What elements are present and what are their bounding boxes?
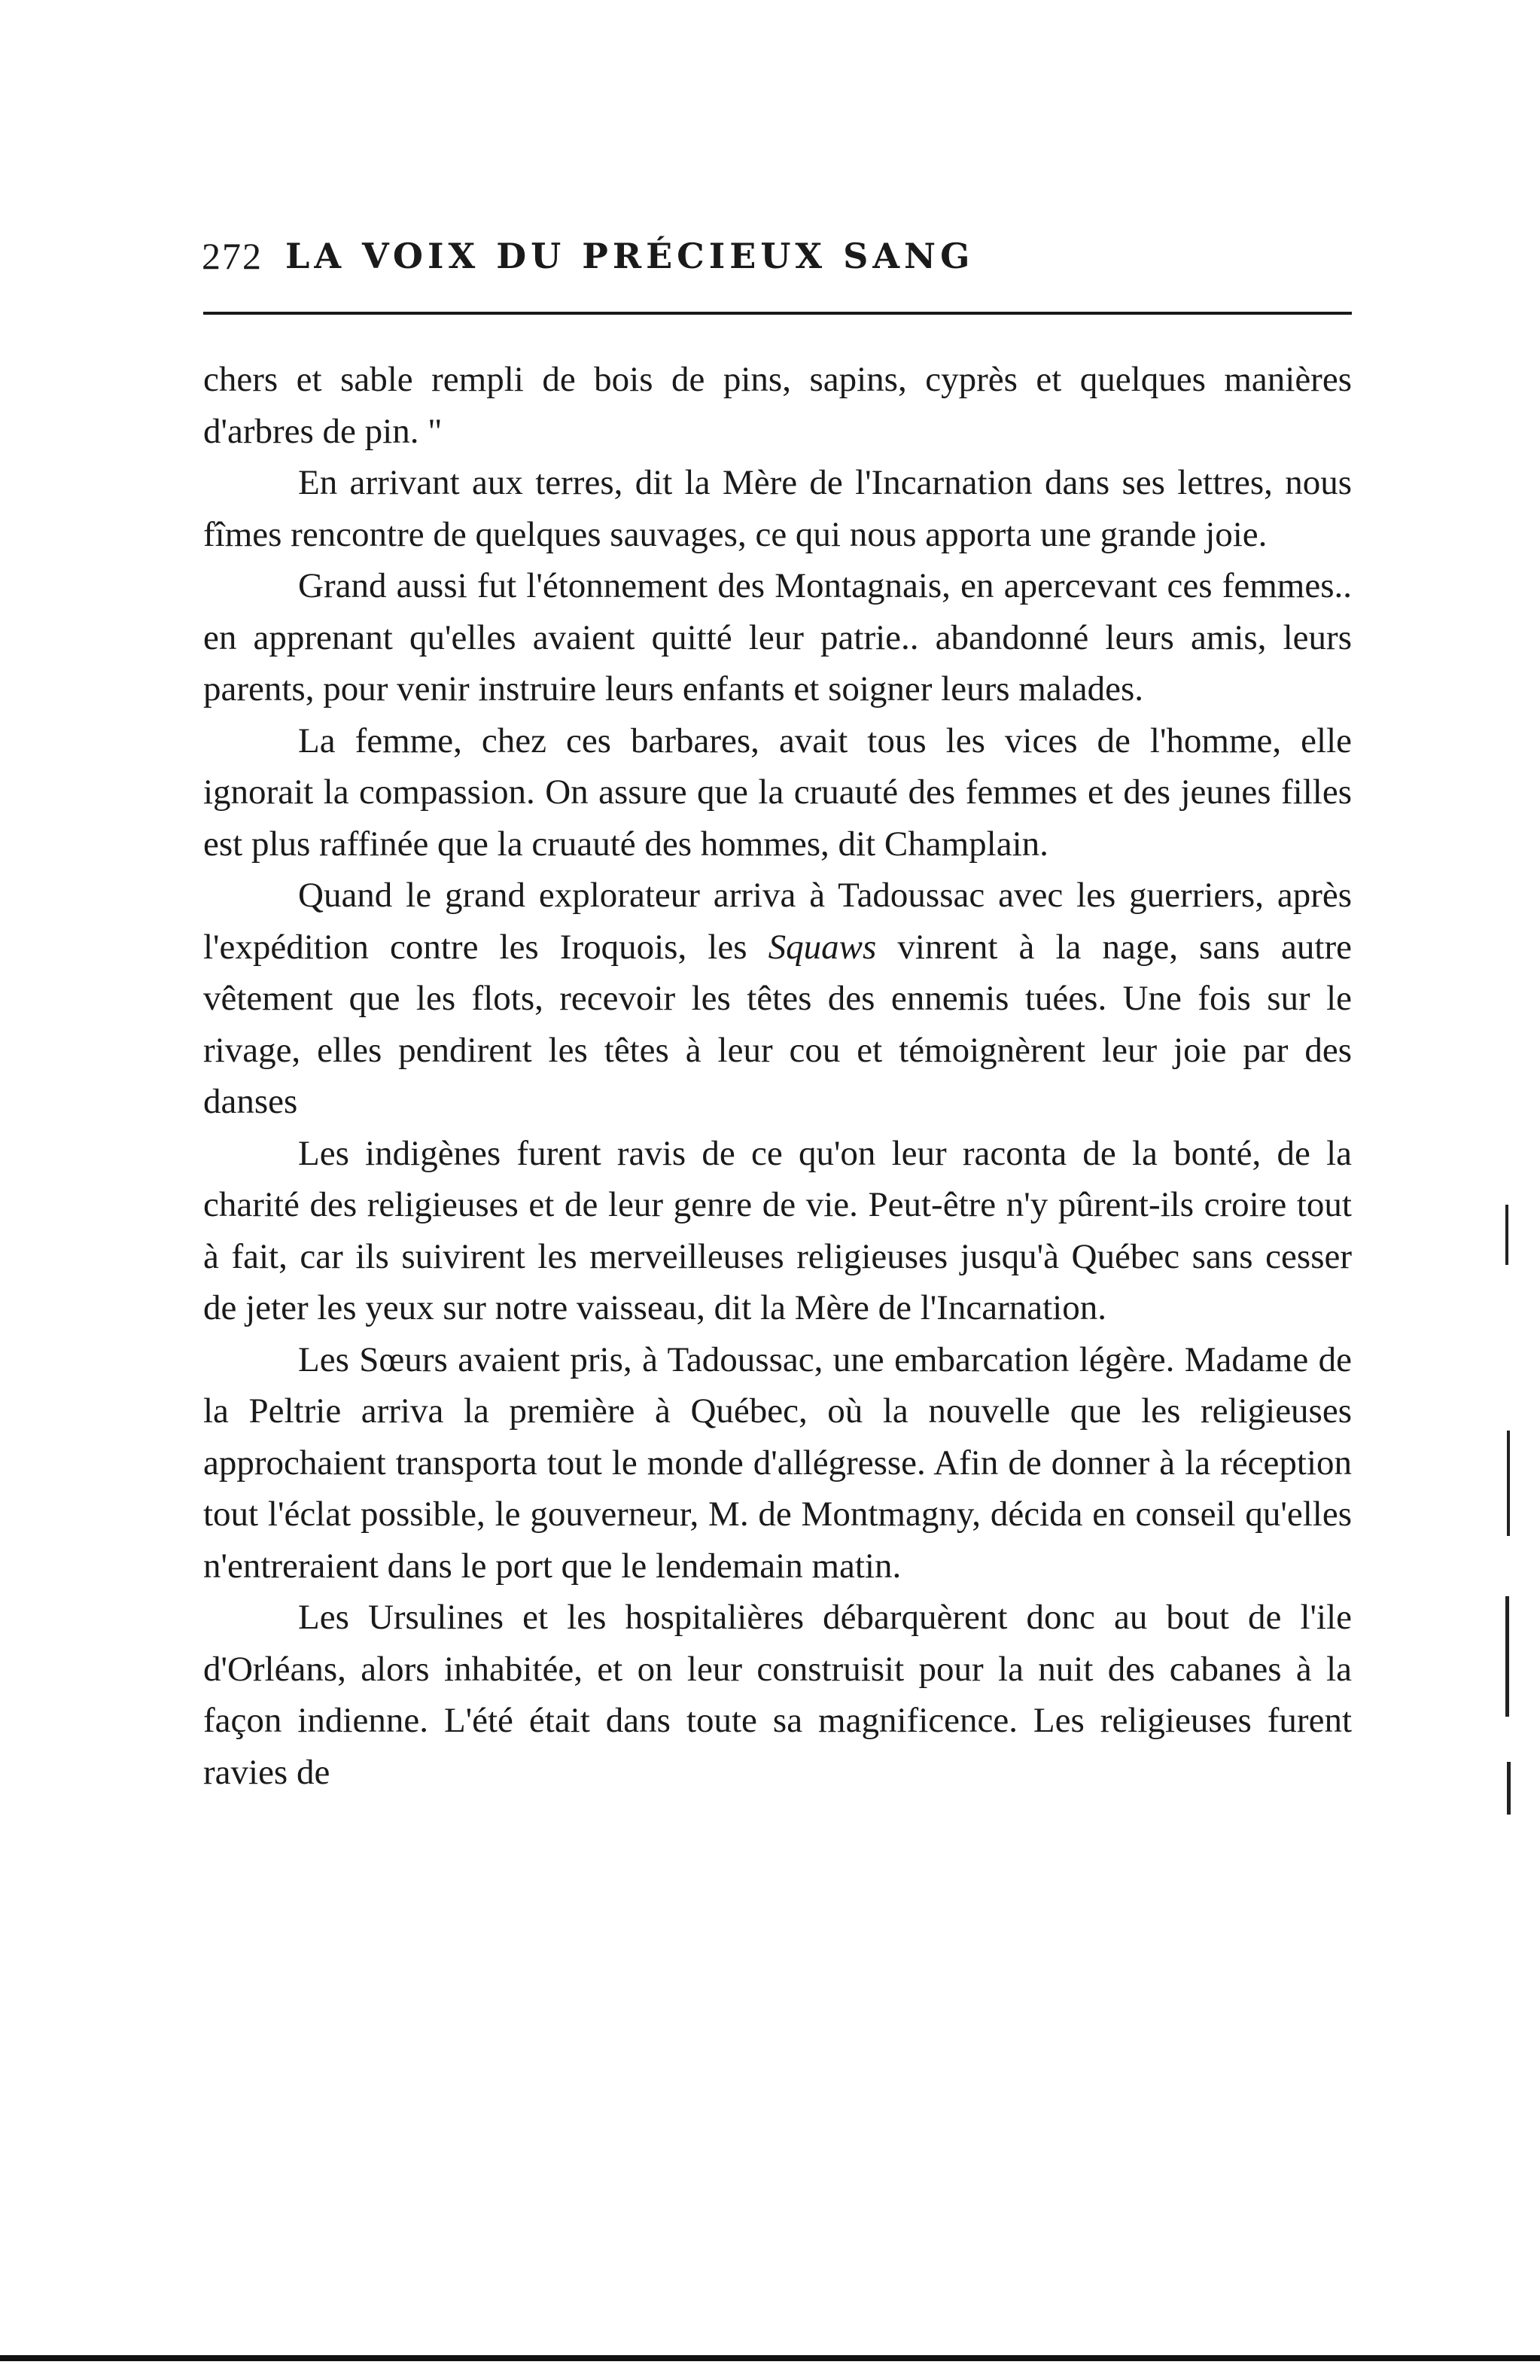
body-text bbox=[203, 354, 1352, 1798]
paragraph: Grand aussi fut l'étonnement des Montagnais, en apercevant ces femmes.. en apprenant qu'elles avaient quitté leur patrie.. abandonné leurs amis, leurs parents, pour venir instruire leurs enfants et soigner leurs malades. bbox=[203, 566, 1352, 709]
paragraph: La femme, chez ces barbares, avait tous les vices de l'homme, elle ignorait la compassion. On assure que la cruauté des femmes et des jeunes filles est plus raffinée que la cruauté des hommes, dit Champlain. bbox=[203, 721, 1352, 864]
paragraph: En arrivant aux terres, dit la Mère de l'Incarnation dans ses lettres, nous fîmes rencontre de quelques sauvages, ce qui nous apporta une grande joie. bbox=[203, 463, 1352, 554]
page-number: 272 bbox=[202, 235, 263, 277]
paragraph-continuation: chers et sable rempli de bois de pins, sapins, cyprès et quelques manières d'arbres de pin. " bbox=[203, 360, 1352, 451]
bottom-edge-line bbox=[0, 2355, 1540, 2361]
paragraph: Les Sœurs avaient pris, à Tadoussac, une embarcation légère. Madame de la Peltrie arriva la première à Québec, où la nouvelle que les religieuses approchaient transporta tout le monde d'allégresse. Afin de donner à la réception tout l'éclat possible, le gouverneur, M. de Montmagny, décida en conseil qu'elles n'entreraient dans le port que le lendemain matin. bbox=[203, 1339, 1352, 1586]
text-run: vinrent à la nage, sans autre vêtement que les flots, recevoir les têtes des ennemis tuées. Une fois sur le rivage, elles pendirent les têtes à leur cou et témoignèrent leur joie par des danses bbox=[203, 927, 1352, 1121]
running-head: LA VOIX DU PRÉCIEUX SANG bbox=[285, 236, 975, 276]
paragraph bbox=[203, 870, 1352, 1128]
margin-scan-marks bbox=[1502, 1205, 1516, 1822]
header-rule bbox=[203, 312, 1352, 315]
text-run: Quand le grand explorateur arriva à Tadoussac avec les guerriers, après l'expédition contre les Iroquois, les bbox=[203, 876, 1352, 967]
page-header bbox=[202, 226, 1361, 286]
italic-word: Squaws bbox=[768, 927, 877, 967]
paragraph: Les indigènes furent ravis de ce qu'on leur raconta de la bonté, de la charité des religieuses et de leur genre de vie. Peut-être n'y pûrent-ils croire tout à fait, car ils suivirent les merveilleuses religieuses jusqu'à Québec sans cesser de jeter les yeux sur notre vaisseau, dit la Mère de l'Incarnation. bbox=[203, 1133, 1352, 1327]
paragraph: Les Ursulines et les hospitalières débarquèrent donc au bout de l'ile d'Orléans, alors inhabitée, et on leur construisit pour la nuit des cabanes à la façon indienne. L'été était dans toute sa magnificence. Les religieuses furent ravies de bbox=[203, 1598, 1352, 1792]
